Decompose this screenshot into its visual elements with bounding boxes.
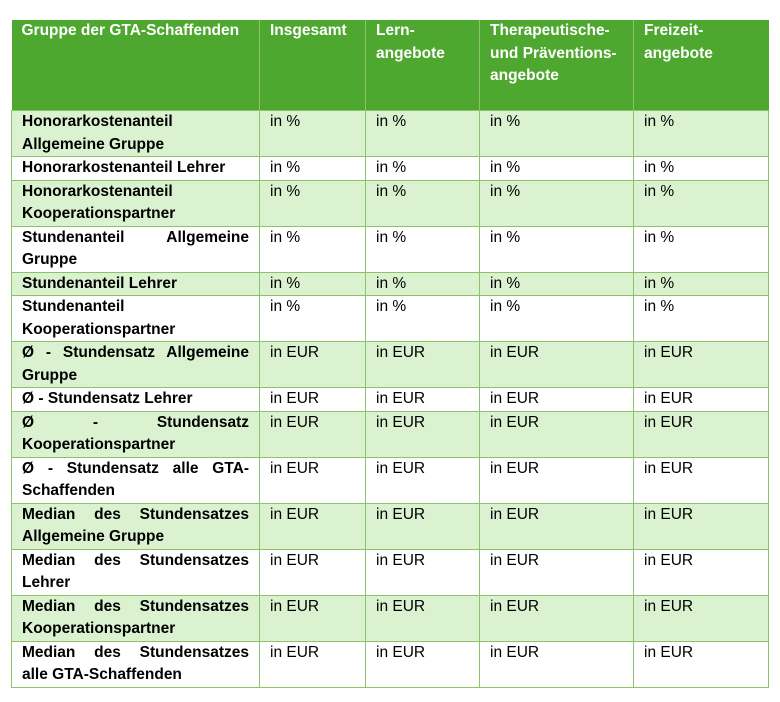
- table-row: [12, 549, 769, 595]
- table-cell: in %: [480, 180, 634, 226]
- row-label: Stundenanteil Kooperationspartner: [12, 296, 260, 342]
- header-total: Insgesamt: [260, 20, 366, 111]
- table-cell: in EUR: [480, 503, 634, 549]
- table-row: [12, 111, 769, 157]
- table-cell: in EUR: [366, 342, 480, 388]
- table-cell: in EUR: [260, 388, 366, 412]
- table-cell: in EUR: [260, 411, 366, 457]
- row-label: Honorarkostenanteil Kooperationspartner: [12, 180, 260, 226]
- row-label: Ø - Stundensatz alle GTA-Schaffenden: [12, 457, 260, 503]
- table-cell: in %: [260, 226, 366, 272]
- table-cell: in %: [260, 272, 366, 296]
- table-cell: in %: [366, 157, 480, 181]
- table-cell: in EUR: [260, 641, 366, 687]
- table-row: [12, 595, 769, 641]
- table-cell: in EUR: [634, 411, 769, 457]
- table-cell: in EUR: [634, 457, 769, 503]
- table-cell: in %: [366, 296, 480, 342]
- table-cell: in EUR: [260, 503, 366, 549]
- row-label: Honorarkostenanteil Lehrer: [12, 157, 260, 181]
- table-cell: in EUR: [366, 641, 480, 687]
- table-cell: in %: [634, 296, 769, 342]
- table-cell: in EUR: [480, 641, 634, 687]
- table-cell: in %: [480, 157, 634, 181]
- header-leisure: Freizeit-angebote: [634, 20, 769, 111]
- table-row: [12, 157, 769, 181]
- row-label: Stundenanteil Allgemeine Gruppe: [12, 226, 260, 272]
- row-label: Median des Stundensatzes Lehrer: [12, 549, 260, 595]
- table-row: [12, 272, 769, 296]
- table-row: [12, 180, 769, 226]
- table-row: [12, 457, 769, 503]
- table-cell: in EUR: [366, 503, 480, 549]
- table-row: [12, 342, 769, 388]
- table-cell: in %: [366, 226, 480, 272]
- table-cell: in EUR: [480, 549, 634, 595]
- table-row: [12, 296, 769, 342]
- header-row: [12, 20, 769, 111]
- table-cell: in EUR: [634, 549, 769, 595]
- table-body: [12, 111, 769, 688]
- header-learning: Lern-angebote: [366, 20, 480, 111]
- table-row: [12, 226, 769, 272]
- table-row: [12, 641, 769, 687]
- table-cell: in %: [634, 111, 769, 157]
- table-cell: in %: [480, 226, 634, 272]
- table-cell: in %: [260, 111, 366, 157]
- table-cell: in EUR: [634, 342, 769, 388]
- table-cell: in %: [260, 157, 366, 181]
- table-cell: in EUR: [634, 503, 769, 549]
- table-row: [12, 503, 769, 549]
- table-header: [12, 20, 769, 111]
- header-therapeutic: Therapeutische- und Präventions-angebote: [480, 20, 634, 111]
- row-label: Median des Stundensatzes Kooperationspartner: [12, 595, 260, 641]
- table-cell: in %: [480, 296, 634, 342]
- row-label: Ø - Stundensatz Allgemeine Gruppe: [12, 342, 260, 388]
- table-cell: in EUR: [366, 388, 480, 412]
- table-cell: in %: [366, 180, 480, 226]
- table-cell: in EUR: [634, 595, 769, 641]
- table-row: [12, 411, 769, 457]
- table-cell: in %: [260, 180, 366, 226]
- row-label: Median des Stundensatzes alle GTA-Schaffenden: [12, 641, 260, 687]
- table-cell: in %: [480, 111, 634, 157]
- table-cell: in EUR: [260, 549, 366, 595]
- table-cell: in EUR: [480, 457, 634, 503]
- table-cell: in %: [260, 296, 366, 342]
- table-cell: in EUR: [480, 388, 634, 412]
- table-cell: in EUR: [480, 342, 634, 388]
- table-cell: in %: [480, 272, 634, 296]
- table-cell: in EUR: [480, 595, 634, 641]
- table-cell: in EUR: [366, 457, 480, 503]
- table-cell: in %: [366, 111, 480, 157]
- table-cell: in EUR: [260, 595, 366, 641]
- table-row: [12, 388, 769, 412]
- table-cell: in %: [366, 272, 480, 296]
- row-label: Honorarkostenanteil Allgemeine Gruppe: [12, 111, 260, 157]
- table-cell: in EUR: [634, 641, 769, 687]
- table-cell: in EUR: [366, 595, 480, 641]
- table-cell: in %: [634, 226, 769, 272]
- table-cell: in %: [634, 180, 769, 226]
- table-cell: in EUR: [260, 457, 366, 503]
- header-group: Gruppe der GTA-Schaffenden: [12, 20, 260, 111]
- row-label: Ø - Stundensatz Kooperationspartner: [12, 411, 260, 457]
- table-cell: in %: [634, 272, 769, 296]
- gta-cost-table: [11, 20, 769, 688]
- table-cell: in %: [634, 157, 769, 181]
- table-cell: in EUR: [260, 342, 366, 388]
- table-cell: in EUR: [366, 411, 480, 457]
- table-cell: in EUR: [366, 549, 480, 595]
- table-cell: in EUR: [480, 411, 634, 457]
- row-label: Stundenanteil Lehrer: [12, 272, 260, 296]
- row-label: Median des Stundensatzes Allgemeine Gruppe: [12, 503, 260, 549]
- table-cell: in EUR: [634, 388, 769, 412]
- row-label: Ø - Stundensatz Lehrer: [12, 388, 260, 412]
